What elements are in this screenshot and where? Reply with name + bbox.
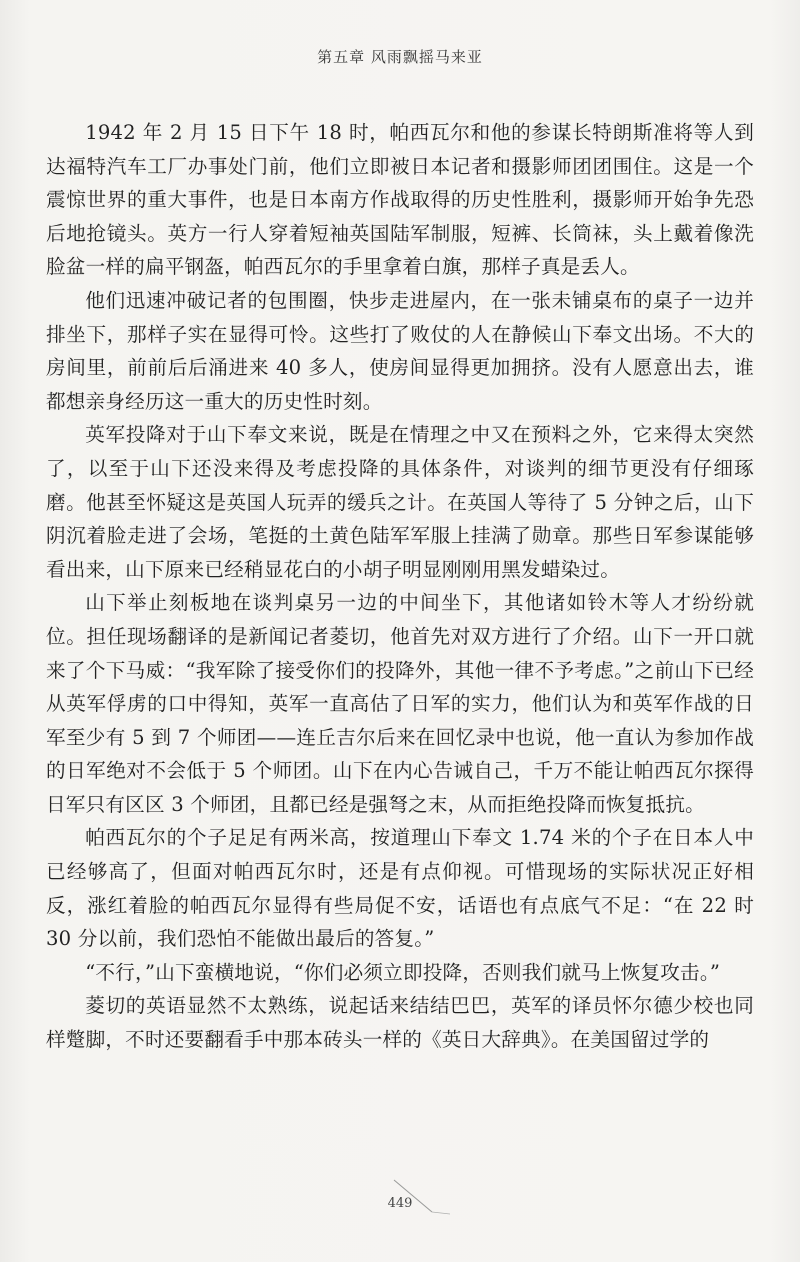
running-header: 第五章 风雨飘摇马来亚	[317, 48, 483, 66]
page-number: 449	[387, 1196, 413, 1211]
paragraph: 山下举止刻板地在谈判桌另一边的中间坐下，其他诸如铃木等人才纷纷就位。担任现场翻译的是新闻记者菱切，他首先对双方进行了介绍。山下一开口就来了个下马威：“我军除了接受你们的投降外，其他一律不予考虑。”之前山下已经从英军俘虏的口中得知，英军一直高估了日军的实力，他们认为和英军作战的日军至少有 5 到 7 个师团——连丘吉尔后来在回忆录中也说，他一直认为参加作战的日军绝对不会低于 5 个师团。山下在内心告诫自己，千万不能让帕西瓦尔探得日军只有区区 3 个师团，且都已经是强弩之末，从而拒绝投降而恢复抵抗。	[46, 591, 754, 816]
body-text	[46, 116, 754, 1057]
paragraph: “不行，”山下蛮横地说，“你们必须立即投降，否则我们就马上恢复攻击。”	[85, 960, 721, 984]
paragraph: 他们迅速冲破记者的包围圈，快步走进屋内，在一张未铺桌布的桌子一边并排坐下，那样子实在显得可怜。这些打了败仗的人在静候山下奉文出场。不大的房间里，前前后后涌进来 40 多人，使房间显得更加拥挤。没有人愿意出去，谁都想亲身经历这一重大的历史性时刻。	[46, 288, 754, 413]
paragraph: 1942 年 2 月 15 日下午 18 时，帕西瓦尔和他的参谋长特朗斯准将等人到达福特汽车工厂办事处门前，他们立即被日本记者和摄影师团团围住。这是一个震惊世界的重大事件，也是日本南方作战取得的历史性胜利，摄影师开始争先恐后地抢镜头。英方一行人穿着短袖英国陆军制服，短裤、长筒袜，头上戴着像洗脸盆一样的扁平钢盔，帕西瓦尔的手里拿着白旗，那样子真是丢人。	[46, 121, 754, 279]
paragraph: 英军投降对于山下奉文来说，既是在情理之中又在预料之外，它来得太突然了，以至于山下还没来得及考虑投降的具体条件，对谈判的细节更没有仔细琢磨。他甚至怀疑这是英国人玩弄的缓兵之计。在英国人等待了 5 分钟之后，山下阴沉着脸走进了会场，笔挺的土黄色陆军军服上挂满了勋章。那些日军参谋能够看出来，山下原来已经稍显花白的小胡子明显刚刚用黑发蜡染过。	[46, 423, 754, 581]
paragraph: 菱切的英语显然不太熟练，说起话来结结巴巴，英军的译员怀尔德少校也同样蹩脚，不时还要翻看手中那本砖头一样的《英日大辞典》。在美国留过学的	[46, 994, 754, 1052]
paragraph: 帕西瓦尔的个子足足有两米高，按道理山下奉文 1.74 米的个子在日本人中已经够高了，但面对帕西瓦尔时，还是有点仰视。可惜现场的实际状况正好相反，涨红着脸的帕西瓦尔显得有些局促不安，话语也有点底气不足：“在 22 时 30 分以前，我们恐怕不能做出最后的答复。”	[46, 826, 754, 951]
